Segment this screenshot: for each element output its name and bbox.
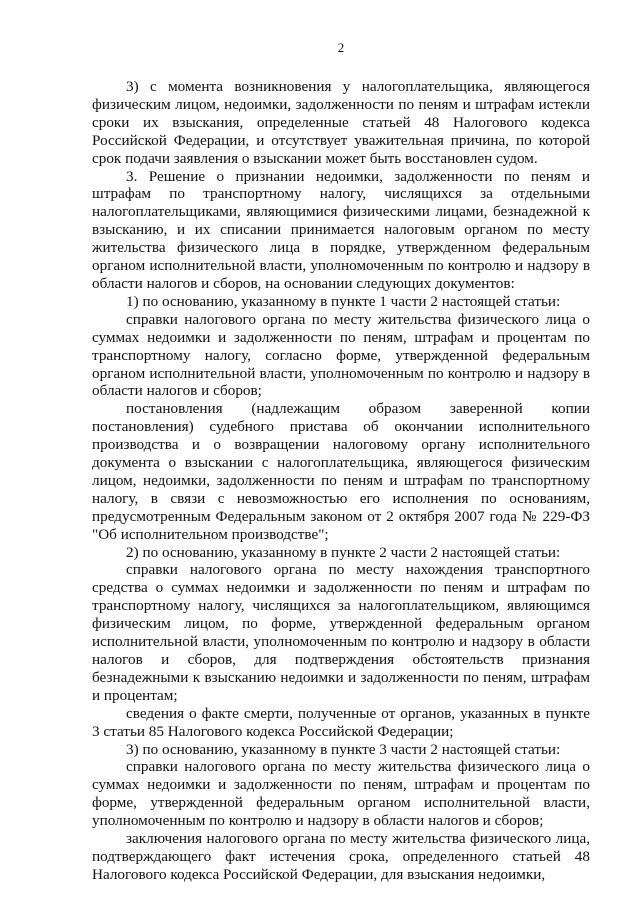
- paragraph: 3) по основанию, указанному в пункте 3 части 2 настоящей статьи:: [126, 740, 561, 758]
- paragraph: 3. Решение о признании недоимки, задолженности по пеням и штрафам по транспортному налогу, числящихся за отдельными налогоплательщиками, являющимися физическими лицами, безнадежной к взысканию, и их списании принимается налоговым органом по месту жительства физического лица в порядке, утвержденном федеральным органом исполнительной власти, уполномоченным по контролю и надзору в области налогов и сборов, на основании следующих документов:: [92, 167, 590, 292]
- document-body: [92, 78, 590, 884]
- paragraph: 2) по основанию, указанному в пункте 2 части 2 настоящей статьи:: [126, 543, 561, 561]
- paragraph: справки налогового органа по месту жительства физического лица о суммах недоимки и задолженности по пеням, штрафам и процентам по форме, утвержденной федеральным органом исполнительной власти, уполномоченным по контролю и надзору в области налогов и сборов;: [92, 758, 590, 830]
- paragraph: сведения о факте смерти, полученные от органов, указанных в пункте 3 статьи 85 Налогового кодекса Российской Федерации;: [92, 704, 590, 740]
- paragraph: 3) с момента возникновения у налогоплательщика, являющегося физическим лицом, недоимки, задолженности по пеням и штрафам истекли сроки их взыскания, определенные статьей 48 Налогового кодекса Российской Федерации, и отсутствует уважительная причина, по которой срок подачи заявления о взыскании может быть восстановлен судом.: [92, 78, 590, 167]
- paragraph: постановления (надлежащим образом заверенной копии постановления) судебного пристава об окончании исполнительного производства и о возвращении налоговому органу исполнительного документа о взыскании с налогоплательщика, являющегося физическим лицом, недоимки, задолженности по пеням и штрафам по транспортному налогу, в связи с невозможностью его исполнения по основаниям, предусмотренным Федеральным законом от 2 октября 2007 года № 229-ФЗ "Об исполнительном производстве";: [92, 400, 590, 543]
- paragraph: справки налогового органа по месту нахождения транспортного средства о суммах недоимки и задолженности по пеням и штрафам по транспортному налогу, числящихся за налогоплательщиком, являющимся физическим лицом, по форме, утвержденной федеральным органом исполнительной власти, уполномоченным по контролю и надзору в области налогов и сборов, для подтверждения обстоятельств признания безнадежными к взысканию недоимки и задолженности по пеням, штрафам и процентам;: [92, 561, 590, 704]
- page-number: 2: [337, 40, 345, 55]
- paragraph: 1) по основанию, указанному в пункте 1 части 2 настоящей статьи:: [126, 292, 561, 310]
- paragraph: справки налогового органа по месту жительства физического лица о суммах недоимки и задолженности по пеням, штрафам и процентам по транспортному налогу, согласно форме, утвержденной федеральным органом исполнительной власти, уполномоченным по контролю и надзору в области налогов и сборов;: [92, 310, 590, 400]
- paragraph: заключения налогового органа по месту жительства физического лица, подтверждающего факт истечения срока, определенного статьей 48 Налогового кодекса Российской Федерации, для взыскания недоимки,: [92, 830, 590, 883]
